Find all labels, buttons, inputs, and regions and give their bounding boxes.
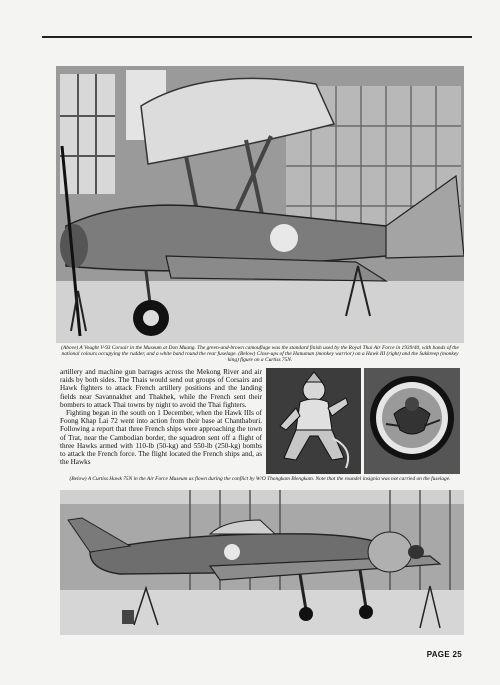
photo-hawk-75n (60, 490, 464, 635)
caption-top: (Above) A Vought V-93 Corsair in the Museum at Don Muang. The green-and-brown camouflage was the standard finish used by the Royal Thai Air Force in 1939/40, with bands of the national colours occupying the rudder, and a white band round the rear fuselage. (Below) Close-ups of the Hanuman (monkey warrior) on a Hawk III (right) and the Sukkreep (monkey king) figure on a Curtiss 75N. (61, 345, 459, 364)
article-paragraph-1: artillery and machine gun barrages across the Mekong River and air raids by both sides. The Thais would send out groups of Corsairs and Hawk fighters to attack French artillery positions and the landing fields near Savannakhet and Thakhek, while the French sent their bombers to attack Thai towns by night to avoid the Thai fighters. (60, 368, 262, 409)
photo-sukkreep-roundel (364, 368, 460, 474)
caption-bottom: (Below) A Curtiss Hawk 75N in the Air Force Museum as flown during the conflict by W/O Thongkam Blengkam. Note that the roundel insignia was not carried on the fuselage. (69, 476, 451, 482)
article-paragraph-2: Fighting began in the south on 1 December, when the Hawk IIIs of Foong Khap Lai 72 went into action from their base at Chanthaburi. Following a report that three French ships were approaching the town of Trat, near the Cambodian border, the squadron sent off a flight of three Hawks armed with 110-lb (50-kg) and 550-lb (250-kg) bombs to attack the French force. The flight located the French ships and, as the Hawks (60, 409, 262, 467)
photo-corsair-biplane (56, 66, 464, 343)
top-rule (42, 36, 472, 38)
page-number: PAGE 25 (426, 650, 462, 659)
photo-hanuman-insignia (266, 368, 361, 474)
article-body (60, 368, 262, 466)
